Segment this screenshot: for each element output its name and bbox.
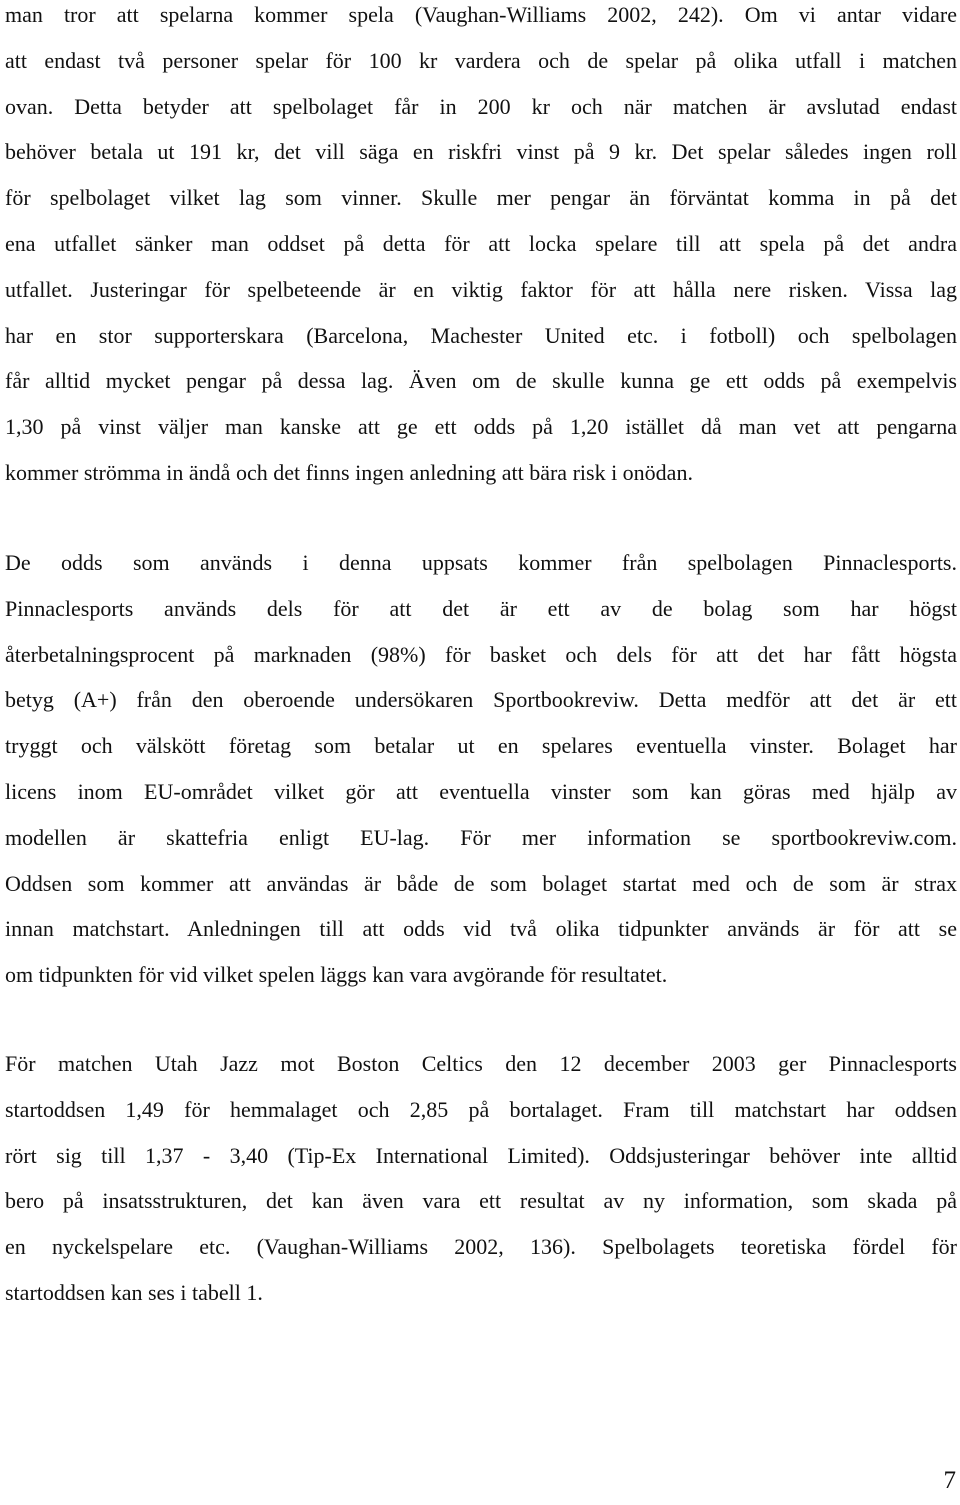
text-line: 1,30 på vinst väljer man kanske att ge ett odds på 1,20 istället då man vet att pengarna — [5, 414, 957, 440]
text-line: rört sig till 1,37 - 3,40 (Tip-Ex International Limited). Oddsjusteringar behöver inte alltid — [5, 1142, 957, 1168]
text-line: ovan. Detta betyder att spelbolaget får in 200 kr och när matchen är avslutad endast — [5, 93, 957, 119]
text-line: bero på insatsstrukturen, det kan även vara ett resultat av ny information, som skada på — [5, 1188, 957, 1214]
text-line: utfallet. Justeringar för spelbeteende är en viktig faktor för att hålla nere risken. Vissa lag — [5, 276, 957, 302]
paragraph-betting-risk — [5, 0, 957, 496]
text-line: får alltid mycket pengar på dessa lag. Även om de skulle kunna ge ett odds på exempelvis — [5, 368, 957, 394]
text-line: licens inom EU-området vilket gör att eventuella vinster som kan göras med hjälp av — [5, 778, 957, 804]
text-line: återbetalningsprocent på marknaden (98%) för basket och dels för att det har fått högsta — [5, 641, 957, 667]
text-line: har en stor supporterskara (Barcelona, Machester United etc. i fotboll) och spelbolagen — [5, 322, 957, 348]
text-line: modellen är skattefria enligt EU-lag. För mer information se sportbookreviw.com. — [5, 824, 957, 850]
text-line: De odds som används i denna uppsats kommer från spelbolagen Pinnaclesports. — [5, 550, 957, 575]
text-line: betyg (A+) från den oberoende undersökaren Sportbookreviw. Detta medför att det är ett — [5, 687, 957, 713]
text-line: startoddsen 1,49 för hemmalaget och 2,85 på bortalaget. Fram till matchstart har oddsen — [5, 1096, 957, 1122]
text-line: tryggt och välskött företag som betalar ut en spelares eventuella vinster. Bolaget har — [5, 733, 957, 759]
text-line: en nyckelspelare etc. (Vaughan-Williams 2002, 136). Spelbolagets teoretiska fördel för — [5, 1234, 957, 1260]
page-number: 7 — [943, 1467, 956, 1494]
text-line: för spelbolaget vilket lag som vinner. Skulle mer pengar än förväntat komma in på det — [5, 185, 957, 211]
text-line: kommer strömma in ändå och det finns ingen anledning att bära risk i onödan. — [5, 459, 693, 485]
text-line: innan matchstart. Anledningen till att odds vid två olika tidpunkter används är för att se — [5, 916, 957, 942]
paragraph-match-example — [5, 1041, 957, 1316]
text-line: ena utfallet sänker man oddset på detta för att locka spelare till att spela på det andra — [5, 230, 957, 256]
text-line: För matchen Utah Jazz mot Boston Celtics den 12 december 2003 ger Pinnaclesports — [5, 1051, 957, 1076]
text-line: man tror att spelarna kommer spela (Vaughan-Williams 2002, 242). Om vi antar vidare — [5, 2, 957, 27]
text-line: om tidpunkten för vid vilket spelen läggs kan vara avgörande för resultatet. — [5, 962, 668, 988]
text-line: startoddsen kan ses i tabell 1. — [5, 1279, 263, 1305]
text-line: Pinnaclesports används dels för att det är ett av de bolag som har högst — [5, 595, 957, 621]
text-line: att endast två personer spelar för 100 kr vardera och de spelar på olika utfall i matchen — [5, 47, 957, 73]
text-line: Oddsen som kommer att användas är både de som bolaget startat med och de som är strax — [5, 870, 957, 896]
text-line: behöver betala ut 191 kr, det vill säga en riskfri vinst på 9 kr. Det spelar således ingen roll — [5, 139, 957, 165]
paragraph-odds-source — [5, 540, 957, 998]
